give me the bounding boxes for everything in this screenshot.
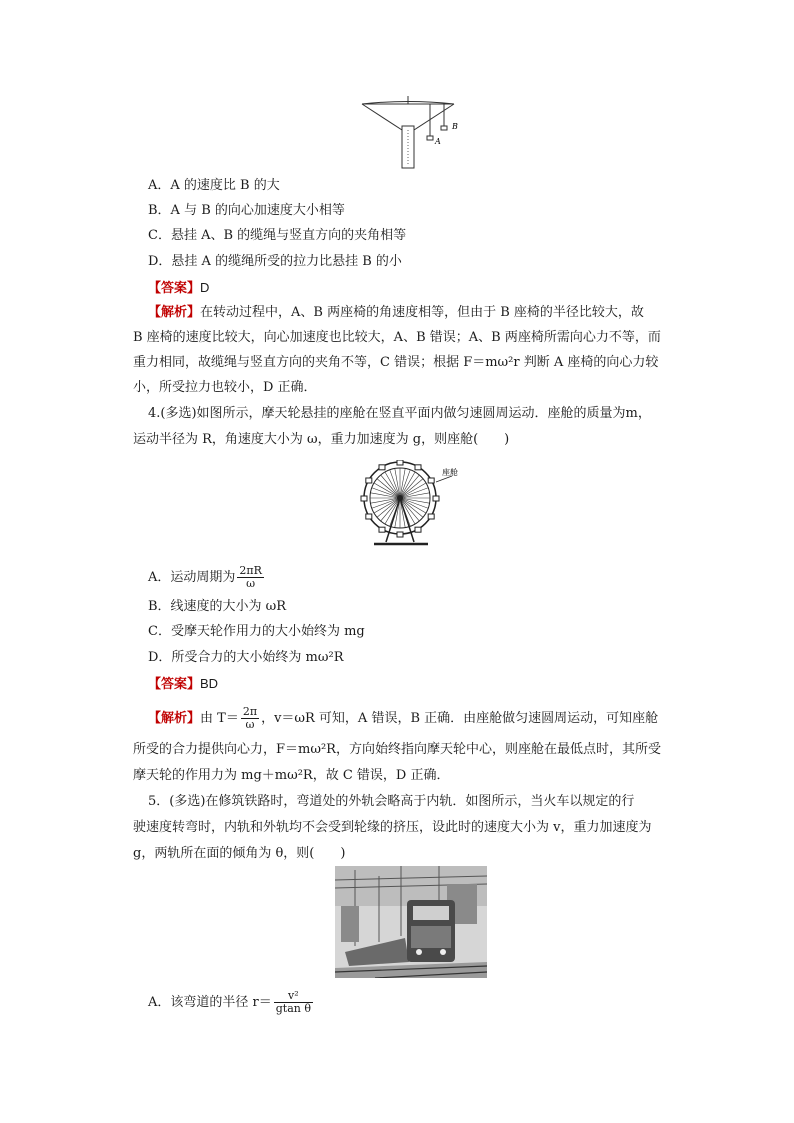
q5-stem-line-3: g，两轨所在面的倾角为 θ，则( ) — [133, 846, 346, 861]
wheel-cabin — [361, 496, 367, 501]
figure-label-cabin: 座舱 — [442, 468, 458, 477]
answer-label: 【答案】 — [148, 281, 201, 296]
analysis-label: 【解析】 — [148, 305, 201, 320]
q3-option-d: D．悬挂 A 的缆绳所受的拉力比悬挂 B 的小 — [148, 254, 402, 269]
analysis-label: 【解析】 — [148, 711, 201, 726]
q4-analysis-line-1 — [148, 703, 658, 735]
analysis-fraction — [241, 706, 259, 731]
q4-option-d: D．所受合力的大小始终为 mω²R — [148, 650, 344, 665]
q5-option-a-prefix: A．该弯道的半径 r＝ — [148, 995, 272, 1010]
fraction-denominator: ω — [245, 718, 255, 731]
train-photo — [335, 866, 487, 978]
q4-analysis-line-3: 摩天轮的作用力为 mg＋mω²R，故 C 错误，D 正确． — [133, 768, 450, 783]
q4-option-b: B．线速度的大小为 ωR — [148, 599, 287, 614]
fraction-denominator: gtan θ — [275, 1002, 311, 1015]
q3-analysis-line-3: 重力相同，故缆绳与竖直方向的夹角不等，C 错误；根据 F＝mω²r 判断 A 座椅的向心力较 — [133, 355, 659, 370]
q4-option-a — [148, 562, 266, 594]
wheel-cabin — [428, 478, 434, 483]
figure-label-b: B — [452, 122, 458, 131]
answer-value: BD — [200, 676, 219, 691]
q5-stem-line-2: 驶速度转弯时，内轨和外轨均不会受到轮缘的挤压，设此时的速度大小为 v，重力加速度为 — [133, 820, 652, 835]
wheel-cabin — [397, 460, 403, 465]
wheel-cabin — [415, 465, 421, 470]
q3-analysis-line-4: 小，所受拉力也较小，D 正确． — [133, 380, 317, 395]
wheel-cabin — [379, 527, 385, 532]
q4-stem-line-2: 运动半径为 R，角速度大小为 ω，重力加速度为 g，则座舱( ) — [133, 432, 510, 447]
fraction-numerator: 2πR — [239, 564, 262, 577]
analysis-prefix: 由 T＝ — [200, 711, 239, 726]
chair-ride-figure — [360, 96, 470, 170]
analysis-suffix: ，v＝ωR 可知，A 错误，B 正确．由座舱做匀速圆周运动，可知座舱 — [261, 711, 659, 726]
answer-value: D — [200, 280, 210, 295]
q3-option-b: B．A 与 B 的向心加速度大小相等 — [148, 203, 345, 218]
q4-answer — [148, 674, 218, 695]
wheel-cabin — [433, 496, 439, 501]
wheel-cabin — [366, 478, 372, 483]
wheel-cabin — [379, 465, 385, 470]
wheel-cabin — [397, 532, 403, 537]
q3-analysis-line-1 — [148, 303, 644, 323]
q5-option-a-fraction — [274, 990, 313, 1015]
q4-analysis-line-2: 所受的合力提供向心力，F＝mω²R，方向始终指向摩天轮中心，则座舱在最低点时，其所受 — [133, 742, 661, 757]
q3-analysis-line-2: B 座椅的速度比较大，向心加速度也比较大，A、B 错误；A、B 两座椅所需向心力不等，而 — [133, 330, 661, 345]
figure-label-a: A — [435, 137, 441, 146]
q3-answer — [148, 278, 209, 299]
wheel-cabin — [366, 514, 372, 519]
wheel-cabin — [415, 527, 421, 532]
fraction-denominator: ω — [246, 577, 256, 590]
q4-option-c: C．受摩天轮作用力的大小始终为 mg — [148, 624, 365, 639]
fraction-numerator: v² — [274, 990, 313, 1003]
q3-option-c: C．悬挂 A、B 的缆绳与竖直方向的夹角相等 — [148, 228, 407, 243]
q4-option-a-prefix: A．运动周期为 — [148, 570, 236, 585]
q4-option-a-fraction — [237, 565, 264, 590]
answer-label: 【答案】 — [148, 677, 201, 692]
q3-option-a: A．A 的速度比 B 的大 — [148, 178, 280, 193]
fraction-numerator: 2π — [242, 705, 258, 718]
q4-stem-line-1: 4.(多选)如图所示，摩天轮悬挂的座舱在竖直平面内做匀速圆周运动．座舱的质量为m， — [148, 406, 651, 421]
q5-stem-line-1: 5．(多选)在修筑铁路时，弯道处的外轨会略高于内轨．如图所示，当火车以规定的行 — [148, 794, 635, 809]
ferris-wheel-figure — [356, 460, 466, 550]
q5-option-a — [148, 986, 315, 1020]
analysis-text: 在转动过程中，A、B 两座椅的角速度相等，但由于 B 座椅的半径比较大，故 — [200, 305, 644, 320]
wheel-cabin — [428, 514, 434, 519]
